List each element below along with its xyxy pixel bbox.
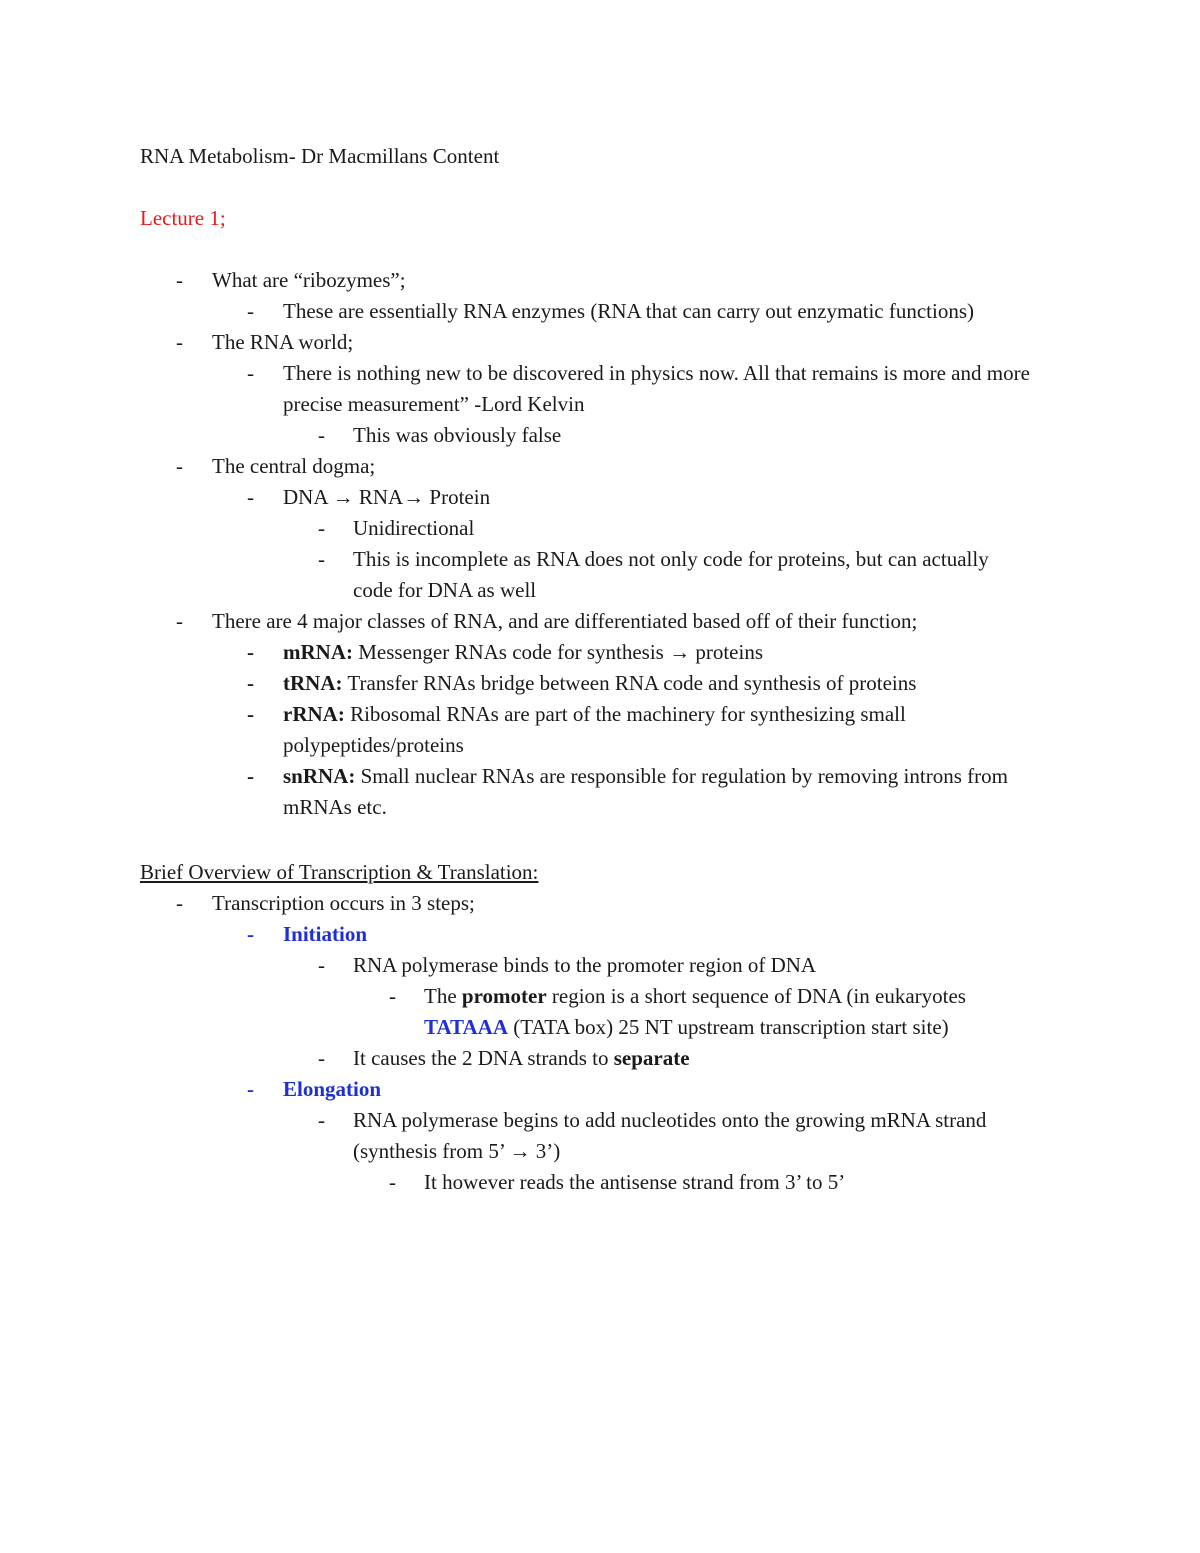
rna-class-term: snRNA:	[283, 764, 356, 788]
bullet-dash: -	[247, 702, 254, 726]
bullet-dash: -	[247, 1077, 254, 1101]
list-item-text: It however reads the antisense strand from 3’ to 5’	[424, 1170, 846, 1194]
list-item-text: The promoter region is a short sequence of DNA (in eukaryotes TATAAA (TATA box) 25 NT upstream transcription start site)	[424, 984, 966, 1039]
bullet-dash: -	[176, 330, 183, 354]
section-heading: Brief Overview of Transcription & Translation:	[140, 860, 539, 884]
list-item-text: It causes the 2 DNA strands to separate	[353, 1046, 690, 1070]
bullet-dash: -	[176, 891, 183, 915]
list-item-text: This is incomplete as RNA does not only code for proteins, but can actually code for DNA as well	[353, 547, 989, 602]
bullet-dash: -	[176, 454, 183, 478]
bullet-dash: -	[247, 485, 254, 509]
list-item-text	[283, 637, 1073, 668]
rna-class-description: Ribosomal RNAs are part of the machinery for synthesizing small polypeptides/proteins	[283, 702, 906, 757]
step-heading-initiation: Initiation	[283, 922, 368, 946]
list-item	[0, 888, 1200, 919]
list-item-text: There are 4 major classes of RNA, and are differentiated based off of their function;	[212, 609, 918, 633]
list-item	[0, 420, 1200, 451]
list-item	[0, 1074, 1200, 1105]
rna-class-description: Small nuclear RNAs are responsible for regulation by removing introns from mRNAs etc.	[283, 764, 1008, 819]
rna-class-term: rRNA:	[283, 702, 345, 726]
step-heading-elongation: Elongation	[283, 1077, 382, 1101]
list-item-text: Unidirectional	[353, 516, 475, 540]
list-item	[0, 513, 1200, 544]
bullet-dash: -	[247, 299, 254, 323]
list-item-text	[283, 668, 1073, 699]
bullet-dash: -	[318, 547, 325, 571]
list-item-text: The RNA world;	[212, 330, 354, 354]
transcription-notes-list	[0, 888, 1200, 1198]
rna-class-term: mRNA:	[283, 640, 353, 664]
bullet-dash: -	[318, 1108, 325, 1132]
bullet-dash: -	[176, 268, 183, 292]
lecture-title: Lecture 1;	[140, 206, 226, 230]
list-item-text: The central dogma;	[212, 454, 376, 478]
list-item	[0, 1167, 1200, 1198]
bullet-dash: -	[389, 984, 396, 1008]
list-item	[0, 327, 1200, 358]
list-item-text: Transcription occurs in 3 steps;	[212, 891, 475, 915]
list-item	[0, 296, 1200, 327]
document-title: RNA Metabolism- Dr Macmillans Content	[140, 144, 500, 168]
bullet-dash: -	[247, 922, 254, 946]
list-item	[0, 1105, 1200, 1167]
rna-class-description: Messenger RNAs code for synthesis → proteins	[352, 640, 764, 664]
list-item-text	[283, 761, 1073, 823]
bullet-dash: -	[247, 671, 254, 695]
rna-class-term: tRNA:	[283, 671, 343, 695]
list-item-text: What are “ribozymes”;	[212, 268, 406, 292]
list-item	[0, 637, 1200, 668]
bullet-dash: -	[247, 640, 254, 664]
list-item	[0, 699, 1200, 761]
list-item	[0, 358, 1200, 420]
list-item	[0, 668, 1200, 699]
rna-class-description: Transfer RNAs bridge between RNA code and synthesis of proteins	[342, 671, 917, 695]
lecture-notes-list	[0, 265, 1200, 823]
list-item	[0, 761, 1200, 823]
list-item	[0, 544, 1200, 606]
bullet-dash: -	[389, 1170, 396, 1194]
list-item-text: This was obviously false	[353, 423, 562, 447]
tataaa-sequence: TATAAA	[424, 1015, 508, 1039]
bullet-dash: -	[247, 764, 254, 788]
bullet-dash: -	[318, 516, 325, 540]
list-item-text: There is nothing new to be discovered in physics now. All that remains is more and more precise measurement” -Lord Kelvin	[283, 361, 1030, 416]
list-item-text	[283, 699, 1073, 761]
list-item	[0, 919, 1200, 950]
list-item	[0, 606, 1200, 637]
separate-term: separate	[613, 1046, 690, 1070]
list-item	[0, 265, 1200, 296]
bullet-dash: -	[318, 953, 325, 977]
promoter-term: promoter	[461, 984, 547, 1008]
bullet-dash: -	[247, 361, 254, 385]
list-item	[0, 950, 1200, 981]
list-item-text: RNA polymerase binds to the promoter region of DNA	[353, 953, 817, 977]
bullet-dash: -	[318, 1046, 325, 1070]
list-item-text: These are essentially RNA enzymes (RNA that can carry out enzymatic functions)	[283, 299, 975, 323]
list-item	[0, 1043, 1200, 1074]
list-item	[0, 451, 1200, 482]
list-item-text: RNA polymerase begins to add nucleotides onto the growing mRNA strand (synthesis from 5’ → 3’)	[353, 1108, 987, 1163]
list-item-text: DNA → RNA→ Protein	[283, 485, 491, 509]
bullet-dash: -	[176, 609, 183, 633]
list-item	[0, 482, 1200, 513]
bullet-dash: -	[318, 423, 325, 447]
list-item	[0, 981, 1200, 1043]
